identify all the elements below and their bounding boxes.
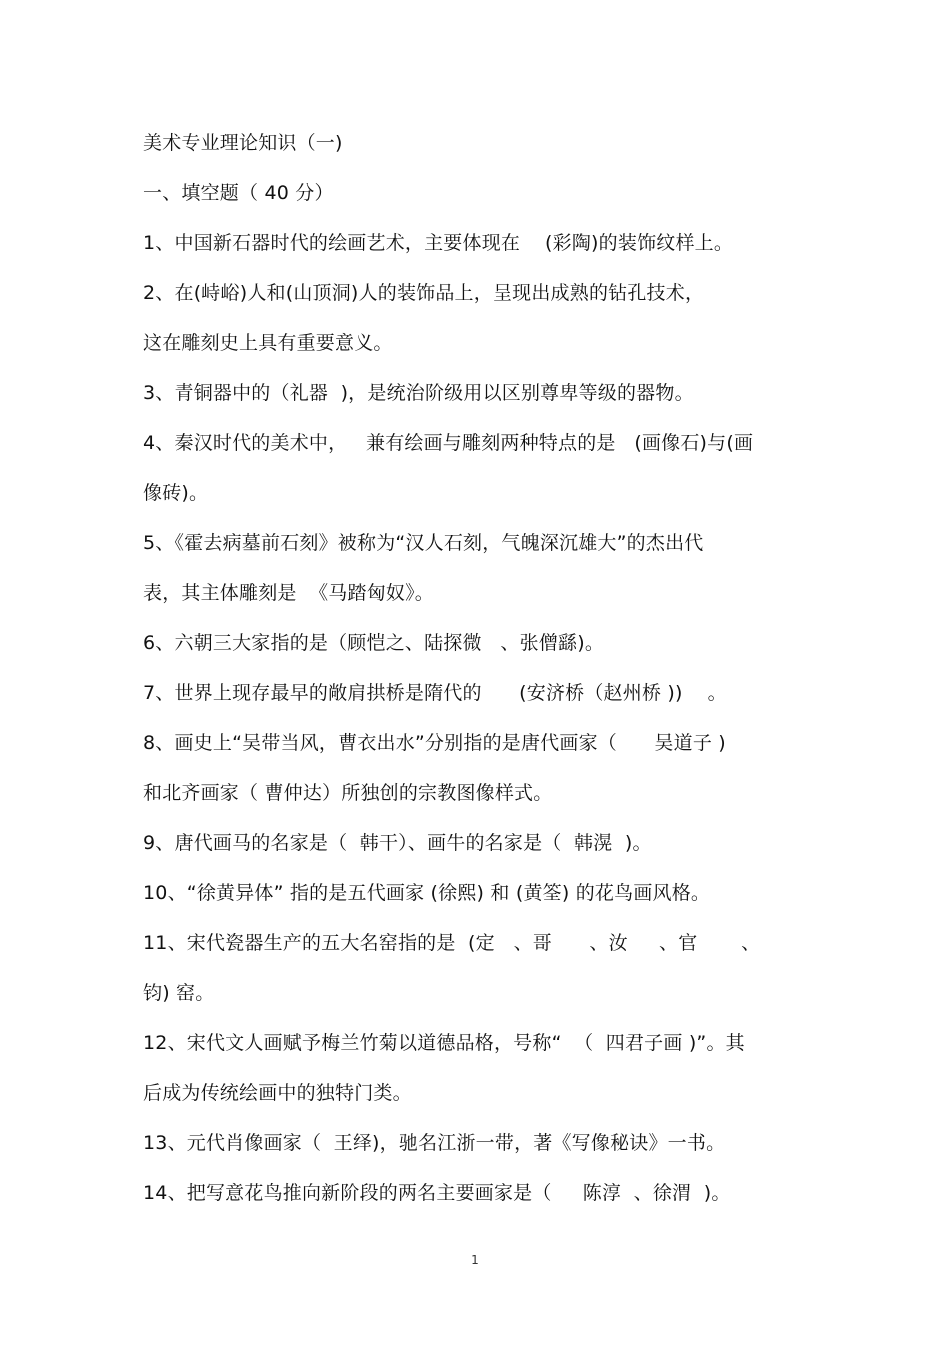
text-line: 2、在(峙峪)人和(山顶洞)人的装饰品上，呈现出成熟的钻孔技术， — [143, 282, 705, 304]
page-number: 1 — [471, 1253, 479, 1267]
text-line: 钧) 窑。 — [143, 982, 215, 1004]
text-line: 1、中国新石器时代的绘画艺术，主要体现在 (彩陶)的装饰纹样上。 — [143, 232, 734, 254]
text-line: 14、把写意花鸟推向新阶段的两名主要画家是（ 陈淳 、徐渭 )。 — [143, 1182, 731, 1204]
text-line: 3、青铜器中的（礼器 )，是统治阶级用以区别尊卑等级的器物。 — [143, 382, 694, 404]
document-title: 美术专业理论知识（一) — [143, 132, 343, 154]
section-heading: 一、填空题（ 40 分） — [143, 182, 334, 204]
text-line: 5、《霍去病墓前石刻》被称为“汉人石刻，气魄深沉雄大”的杰出代 — [143, 532, 704, 554]
text-line: 9、唐代画马的名家是（ 韩干）、画牛的名家是（ 韩滉 )。 — [143, 832, 652, 854]
text-line: 像砖)。 — [143, 482, 209, 504]
text-line: 和北齐画家（ 曹仲达）所独创的宗教图像样式。 — [143, 782, 553, 804]
text-line: 后成为传统绘画中的独特门类。 — [143, 1082, 412, 1104]
text-line: 8、画史上“吴带当风，曹衣出水”分别指的是唐代画家（ 吴道子 ) — [143, 732, 726, 754]
text-line: 4、秦汉时代的美术中， 兼有绘画与雕刻两种特点的是 (画像石)与(画 — [143, 432, 754, 454]
text-line: 11、宋代瓷器生产的五大名窑指的是 (定 、哥 、汝 、官 、 — [143, 932, 761, 954]
text-line: 7、世界上现存最早的敞肩拱桥是隋代的 (安济桥（赵州桥 )) 。 — [143, 682, 727, 704]
text-line: 表，其主体雕刻是 《马踏匈奴》。 — [143, 582, 434, 604]
text-line: 12、宋代文人画赋予梅兰竹菊以道德品格，号称“ （ 四君子画 )”。其 — [143, 1032, 745, 1054]
text-line: 6、六朝三大家指的是（顾恺之、陆探微 、张僧繇)。 — [143, 632, 605, 654]
text-line: 这在雕刻史上具有重要意义。 — [143, 332, 393, 354]
text-line: 10、“徐黄异体” 指的是五代画家 (徐熙) 和 (黄筌) 的花鸟画风格。 — [143, 882, 711, 904]
text-line: 13、元代肖像画家（ 王绎)，驰名江浙一带，著《写像秘诀》一书。 — [143, 1132, 726, 1154]
